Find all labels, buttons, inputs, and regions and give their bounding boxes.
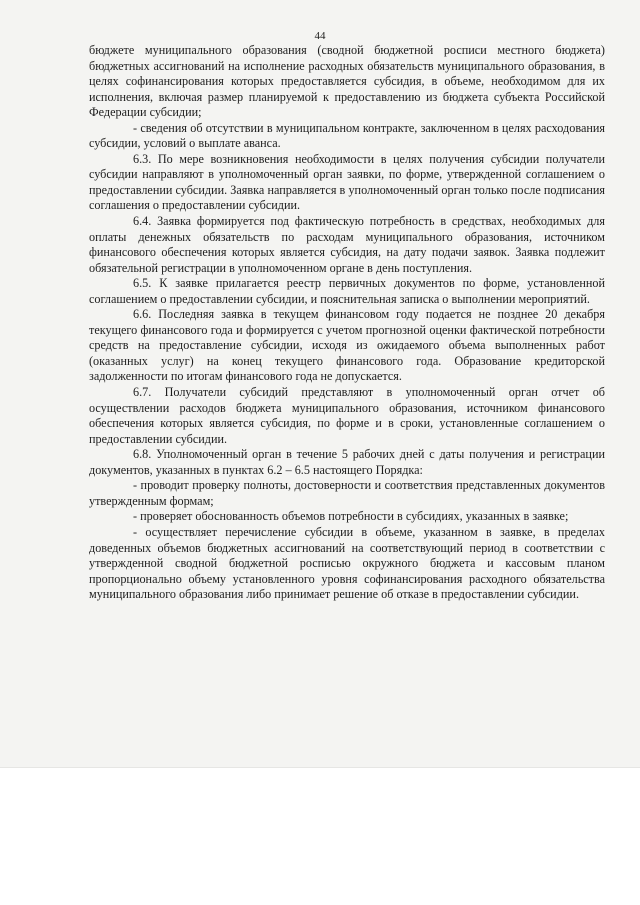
paragraph-6-5: 6.5. К заявке прилагается реестр первичных документов по форме, установленной соглашением о предоставлении субсидии, и пояснительная записка о выполнении мероприятий. (89, 276, 605, 306)
paragraph-6-3: 6.3. По мере возникновения необходимости в целях получения субсидии получатели субсидии направляют в уполномоченный орган заявки, по форме, утвержденной соглашением о предоставлении субсидии. Заявка направляется в уполномоченный орган только после подписания соглашения о предоставлении субсидии. (89, 151, 605, 213)
list-item-transfer-subsidy: - осуществляет перечисление субсидии в объеме, указанном в заявке, в пределах доведенных объемов бюджетных ассигнований на соответствующий период в соответствии с утвержденной сводной бюджетной росписью окружного бюджета и кассовым планом пропорционально объему установленного уровня софинансирования расходного обязательства муниципального образования либо принимает решение об отказе в предоставлении субсидии. (89, 524, 605, 602)
list-item-check-completeness: - проводит проверку полноты, достоверности и соответствия представленных документов утвержденным формам; (89, 478, 605, 508)
paragraph-6-7: 6.7. Получатели субсидий представляют в уполномоченный орган отчет об осуществлении расходов бюджета муниципального образования, источником финансового обеспечения которых является субсидия, по форме и в сроки, установленные соглашением о предоставлении субсидии. (89, 385, 605, 446)
page-number: 44 (314, 30, 326, 42)
paragraph-6-8: 6.8. Уполномоченный орган в течение 5 рабочих дней с даты получения и регистрации документов, указанных в пунктах 6.2 – 6.5 настоящего Порядка: (89, 447, 605, 477)
paragraph-6-6: 6.6. Последняя заявка в текущем финансовом году подается не позднее 20 декабря текущего финансового года и формируется с учетом прогнозной оценки фактической потребности средств на предоставление субсидии, исходя из ожидаемого объема выполненных работ (оказанных услуг) на конец текущего финансового года. Образование кредиторской задолженности по итогам финансового года не допускается. (89, 307, 605, 384)
paragraph-continuation: бюджете муниципального образования (сводной бюджетной росписи местного бюджета) бюджетных ассигнований на исполнение расходных обязательств муниципального образования, в целях софинансирования которых предоставляется субсидия, в объеме, необходимом для их исполнения, включая размер планируемой к предоставлению из бюджета субъекта Российской Федерации субсидии; (89, 43, 605, 120)
paragraph-advance-info: - сведения об отсутствии в муниципальном контракте, заключенном в целях расходования субсидии, условий о выплате аванса. (89, 120, 605, 151)
paragraph-6-4: 6.4. Заявка формируется под фактическую потребность в средствах, необходимых для оплаты денежных обязательств по расходам муниципального образования, источником финансового обеспечения которых является субсидия, на дату подачи заявок. Заявка подлежит обязательной регистрации в уполномоченном органе в день поступления. (89, 214, 605, 275)
document-body (89, 43, 605, 603)
list-item-check-justification: - проверяет обоснованность объемов потребности в субсидиях, указанных в заявке; (133, 509, 569, 524)
